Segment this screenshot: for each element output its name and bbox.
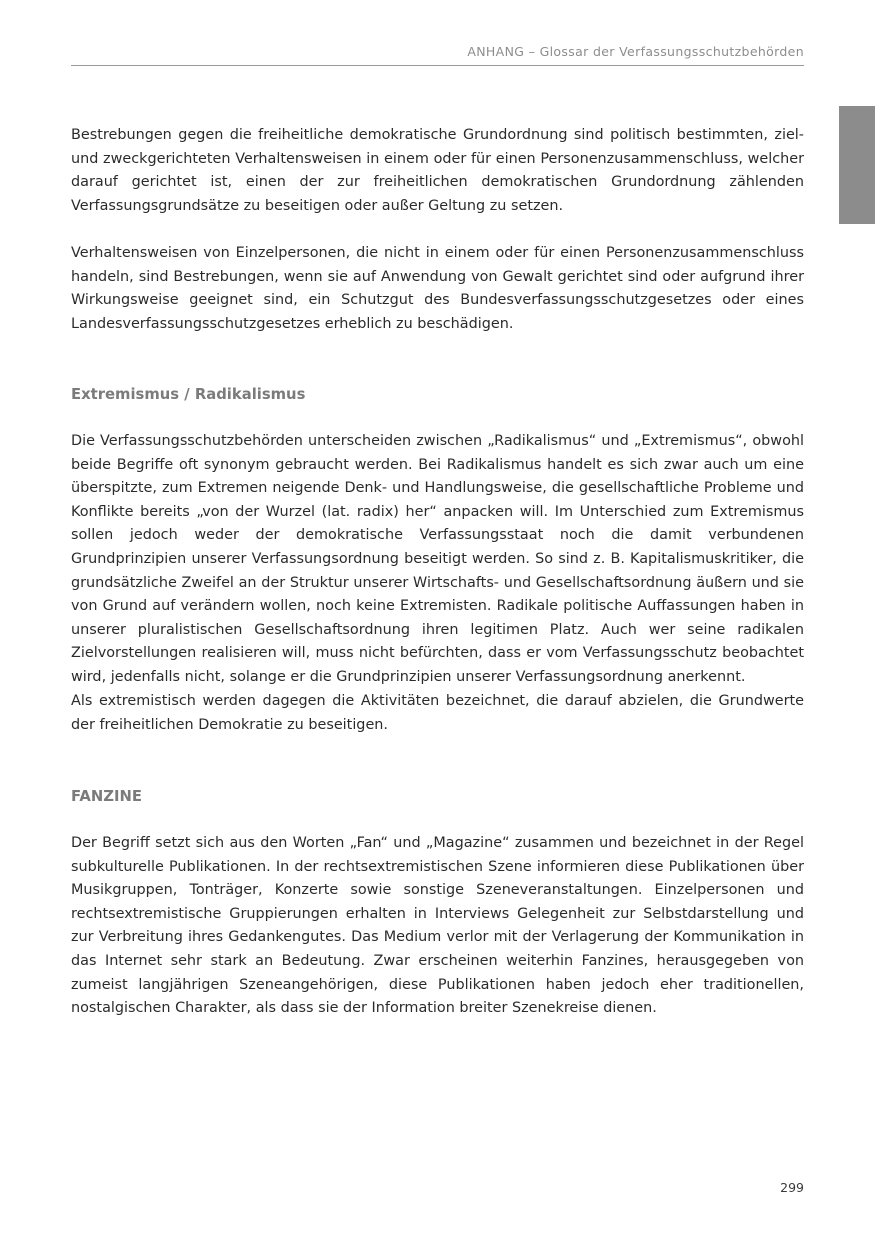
bestrebungen-paragraph-2: Verhaltensweisen von Einzelpersonen, die nicht in einem oder für einen Personenzusammenschluss handeln, sind Bestrebungen, wenn sie auf Anwendung von Gewalt gerichtet sind oder aufgrund ihrer Wirkungsweise geeignet sind, ein Schutzgut des Bundesverfassungsschutzgesetzes oder eines Landesverfassungsschutzgesetzes erheblich zu beschädigen. (71, 245, 804, 332)
extremismus-paragraph-2: Als extremistisch werden dagegen die Aktivitäten bezeichnet, die darauf abzielen, die Grundwerte der freiheitlichen Demokratie zu beseitigen. (71, 693, 804, 733)
thumb-index-tab (839, 106, 875, 224)
bestrebungen-paragraph-1: Bestrebungen gegen die freiheitliche demokratische Grundordnung sind politisch bestimmten, ziel- und zweckgerichteten Verhaltensweisen in einem oder für einen Personenzusammenschluss, welcher darauf gerichtet ist, einen der zur freiheitlichen demokratischen Grundordnung zählenden Verfassungsgrundsätze zu beseitigen oder außer Geltung zu setzen. (71, 127, 804, 214)
extremismus-paragraph-1: Die Verfassungsschutzbehörden unterscheiden zwischen „Radikalismus“ und „Extremismus“, obwohl beide Begriffe oft synonym gebraucht werden. Bei Radikalismus handelt es sich zwar auch um eine überspitzte, zum Extremen neigende Denk- und Handlungsweise, die gesellschaftliche Probleme und Konflikte bereits „von der Wurzel (lat. radix) her“ anpacken will. Im Unterschied zum Extremismus sollen jedoch weder der demokratische Verfassungsstaat noch die damit verbundenen Grundprinzipien unserer Verfassungsordnung beseitigt werden. So sind z. B. Kapitalismuskritiker, die grundsätzliche Zweifel an der Struktur unserer Wirtschafts- und Gesellschaftsordnung äußern und sie von Grund auf verändern wollen, noch keine Extremisten. Radikale politische Auffassungen haben in unserer pluralistischen Gesellschaftsordnung ihren legitimen Platz. Auch wer seine radikalen Zielvorstellungen realisieren will, muss nicht befürchten, dass er vom Verfassungsschutz beobachtet wird, jedenfalls nicht, solange er die Grundprinzipien unserer Verfassungsordnung anerkennt. (71, 433, 804, 685)
extremismus-heading: Extremismus / Radikalismus (71, 386, 306, 403)
fanzine-heading: FANZINE (71, 788, 142, 805)
page-number: 299 (780, 1180, 804, 1195)
fanzine-paragraph-1: Der Begriff setzt sich aus den Worten „Fan“ und „Magazine“ zusammen und bezeichnet in der Regel subkulturelle Publikationen. In der rechtsextremistischen Szene informieren diese Publikationen über Musikgruppen, Tonträger, Konzerte sowie sonstige Szeneveranstaltungen. Einzelpersonen und rechtsextremistische Gruppierungen erhalten in Interviews Gelegenheit zur Selbstdarstellung und zur Verbreitung ihres Gedankengutes. Das Medium verlor mit der Verlagerung der Kommunikation in das Internet sehr stark an Bedeutung. Zwar erscheinen weiterhin Fanzines, herausgegeben von zumeist langjährigen Szeneangehörigen, diese Publikationen haben jedoch eher traditionellen, nostalgischen Charakter, als dass sie der Information breiter Szenekreise dienen. (71, 835, 804, 1017)
header-divider (71, 65, 804, 66)
running-header-title: ANHANG – Glossar der Verfassungsschutzbehörden (467, 44, 804, 59)
